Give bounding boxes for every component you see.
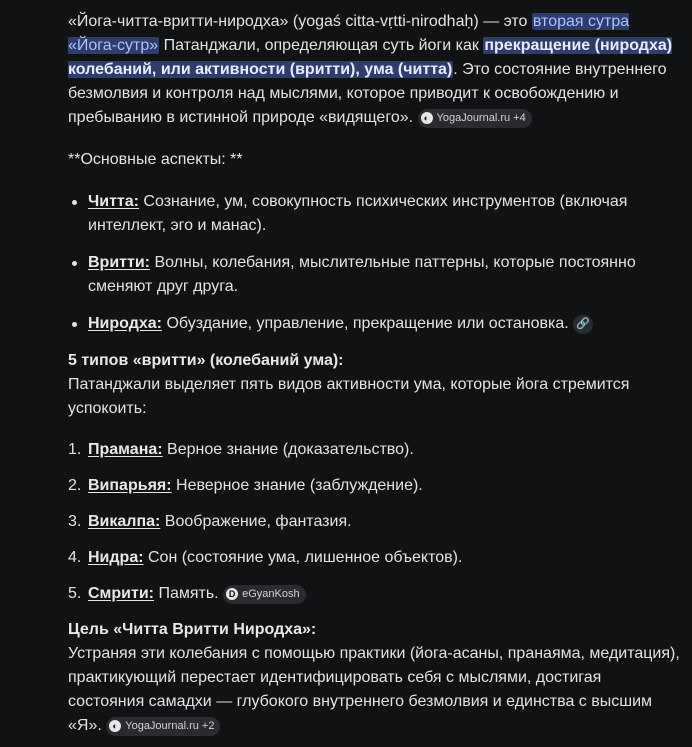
goal-paragraph <box>68 642 680 738</box>
source-chip-yogajournal[interactable] <box>106 717 220 736</box>
highlight-definition[interactable]: прекращение (ниродха) колебаний, или активности (вритти), ума (читта) <box>68 37 673 78</box>
source-favicon-icon: D <box>226 588 238 600</box>
item-number: 3. <box>68 513 82 530</box>
term-description: Обуздание, управление, прекращение или остановка. <box>162 315 569 332</box>
source-chip-yogajournal[interactable] <box>418 109 532 128</box>
source-favicon-icon: ◐ <box>109 720 121 732</box>
term-description: Верное знание (доказательство). <box>162 441 414 458</box>
list-item <box>68 510 680 534</box>
types-list <box>68 438 680 606</box>
source-chip-label: eGyanKosh <box>242 587 300 600</box>
link-icon[interactable]: 🔗 <box>573 315 593 334</box>
item-number: 5. <box>68 585 82 602</box>
intro-paragraph <box>68 10 680 130</box>
term-description: Неверное знание (заблуждение). <box>171 477 423 494</box>
term-smriti: Смрити: <box>88 585 154 602</box>
list-item <box>68 546 680 570</box>
list-item <box>68 251 680 299</box>
term-description: Сон (состояние ума, лишенное объектов). <box>143 549 463 566</box>
source-chip-egyankosh[interactable] <box>223 585 305 604</box>
term-description: Волны, колебания, мыслительные паттерны, которые постоянно сменяют друг друга. <box>88 254 636 295</box>
source-chip-label: YogaJournal.ru +2 <box>125 719 215 732</box>
types-intro: Патанджали выделяет пять видов активности ума, которые йога стремится успокоить: <box>68 376 630 417</box>
intro-text-1: «Йога-читта-вритти-ниродха» (yogaś citta-vṛtti-nirodhaḥ) — это <box>68 13 532 30</box>
intro-text-3: . Это состояние внутреннего безмолвия и контроля над мыслями, которое приводит к освобождению и пребыванию в истинной природе «видящего». <box>68 61 667 126</box>
intro-text-2: Патанджали, определяющая суть йоги как <box>159 37 484 54</box>
term-vikalpa: Викалпа: <box>88 513 161 530</box>
term-nidra: Нидра: <box>88 549 144 566</box>
term-nirodha: Ниродха: <box>88 315 163 332</box>
source-chip-label: YogaJournal.ru +4 <box>436 111 526 124</box>
goal-text: Устраняя эти колебания с помощью практики (йога-асаны, пранаяма, медитация), практикующий перестает идентифицировать себя с мыслями, достигая состояния самадхи — глубокого внутреннего безмолвия и единства с высшим «Я». <box>68 645 680 734</box>
term-description: Память. <box>154 585 219 602</box>
term-description: Сознание, ум, совокупность психических инструментов (включая интеллект, эго и манас). <box>88 193 628 234</box>
list-item <box>68 312 680 336</box>
types-heading: 5 типов «вритти» (колебаний ума): <box>68 352 344 369</box>
highlight-second-sutra[interactable]: вторая сутра «Йога-сутр» <box>68 13 630 54</box>
aspects-list <box>68 190 680 336</box>
source-favicon-icon: ◐ <box>421 112 433 124</box>
term-vritti: Вритти: <box>88 254 150 271</box>
term-pramana: Прамана: <box>88 441 163 458</box>
goal-heading: Цель «Читта Вритти Ниродха»: <box>68 621 317 638</box>
list-item <box>68 438 680 462</box>
answer-content <box>68 10 680 738</box>
term-description: Воображение, фантазия. <box>160 513 352 530</box>
aspects-heading: **Основные аспекты: ** <box>68 151 243 168</box>
item-number: 1. <box>68 441 82 458</box>
list-item <box>68 582 680 606</box>
term-viparyaya: Випарьяя: <box>88 477 172 494</box>
item-number: 2. <box>68 477 82 494</box>
item-number: 4. <box>68 549 82 566</box>
term-chitta: Читта: <box>88 193 139 210</box>
list-item <box>68 474 680 498</box>
list-item <box>68 190 680 238</box>
